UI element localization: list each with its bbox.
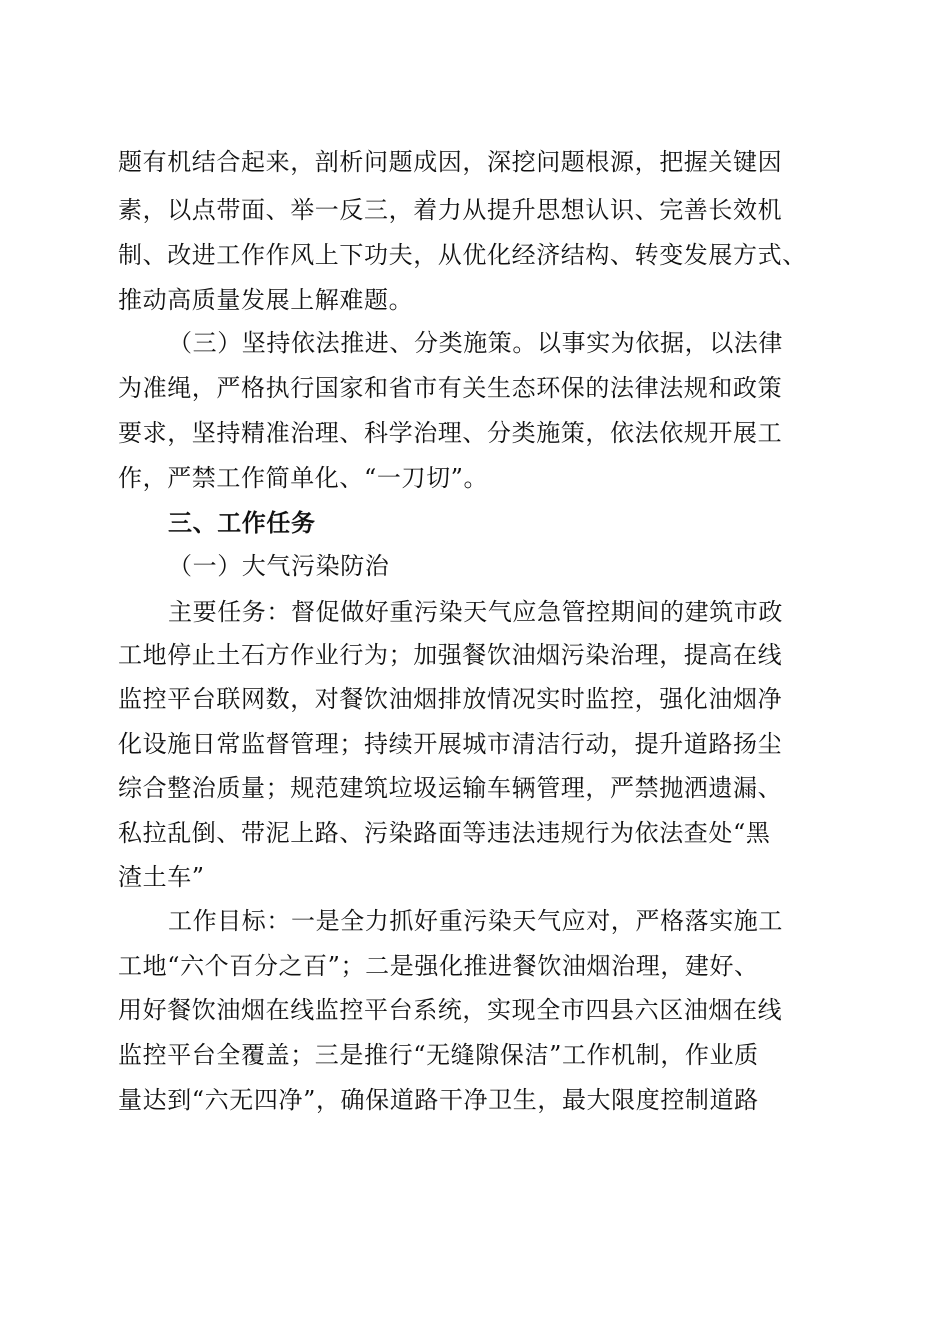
- text-line: 渣土车”: [118, 863, 205, 891]
- text-line: 推动高质量发展上解难题。: [118, 286, 414, 314]
- text-line: 制、改进工作作风上下功夫，从优化经济结构、转变发展方式、: [118, 241, 807, 269]
- text-line: 作，严禁工作简单化、“一刀切”。: [118, 464, 489, 492]
- text-line: 用好餐饮油烟在线监控平台系统，实现全市四县六区油烟在线: [118, 996, 783, 1024]
- text-line: 题有机结合起来，剖析问题成因，深挖问题根源，把握关键因: [118, 148, 783, 176]
- text-line: 素，以点带面、举一反三，着力从提升思想认识、完善长效机: [118, 196, 783, 224]
- paragraph-first-line: 主要任务：督促做好重污染天气应急管控期间的建筑市政: [168, 598, 783, 626]
- chapter-heading: 三、工作任务: [168, 508, 316, 537]
- text-line: 量达到“六无四净”，确保道路干净卫生，最大限度控制道路: [118, 1086, 759, 1114]
- text-line: 监控平台全覆盖；三是推行“无缝隙保洁”工作机制，作业质: [118, 1041, 759, 1069]
- text-line: 为准绳，严格执行国家和省市有关生态环保的法律法规和政策: [118, 374, 783, 402]
- text-line: 工地停止土石方作业行为；加强餐饮油烟污染治理，提高在线: [118, 641, 783, 669]
- text-line: 化设施日常监督管理；持续开展城市清洁行动，提升道路扬尘: [118, 730, 783, 758]
- section-heading-three: （三）坚持依法推进、分类施策。以事实为依据，以法律: [168, 329, 783, 357]
- subsection-heading: （一）大气污染防治: [168, 552, 390, 580]
- text-line: 监控平台联网数，对餐饮油烟排放情况实时监控，强化油烟净: [118, 685, 783, 713]
- text-line: 要求，坚持精准治理、科学治理、分类施策，依法依规开展工: [118, 419, 783, 447]
- text-line: 综合整治质量；规范建筑垃圾运输车辆管理，严禁抛洒遗漏、: [118, 774, 783, 802]
- paragraph-first-line: 工作目标：一是全力抓好重污染天气应对，严格落实施工: [168, 907, 783, 935]
- text-line: 私拉乱倒、带泥上路、污染路面等违法违规行为依法查处“黑: [118, 819, 771, 847]
- text-line: 工地“六个百分之百”；二是强化推进餐饮油烟治理，建好、: [118, 952, 759, 980]
